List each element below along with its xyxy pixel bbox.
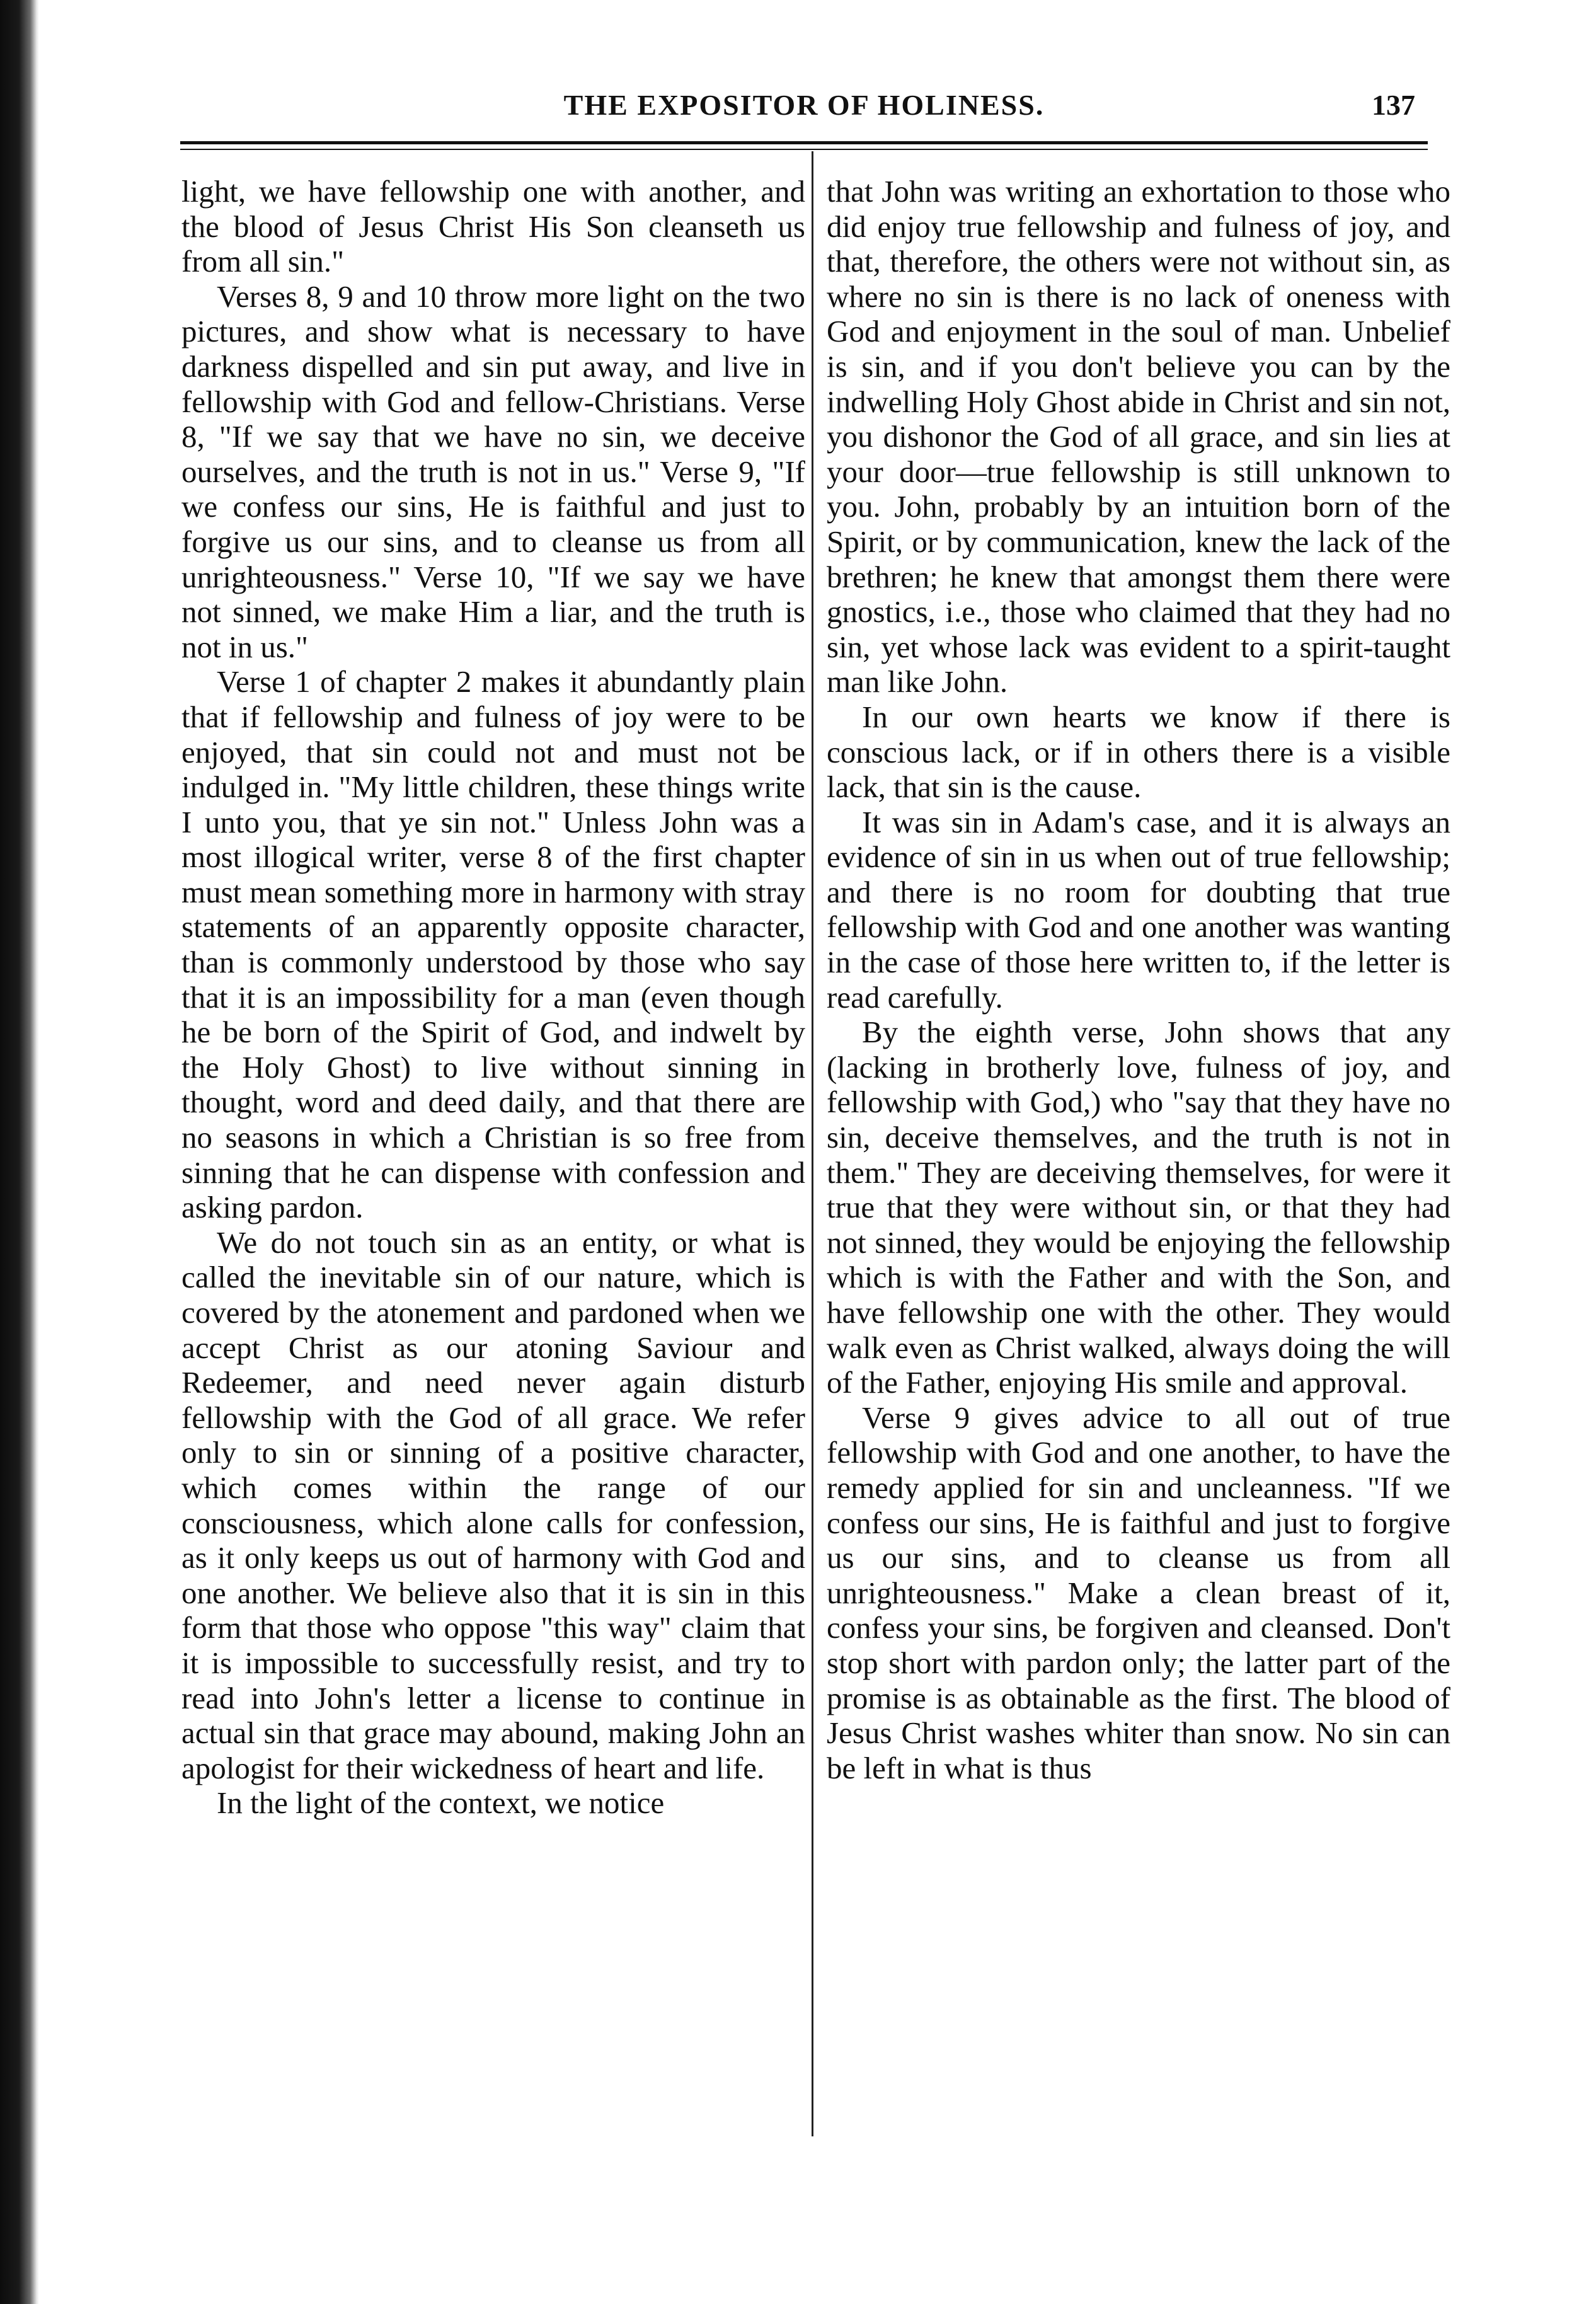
scanned-page-edge xyxy=(0,0,39,2304)
paragraph: In the light of the context, we notice xyxy=(217,1785,665,1821)
paragraph: Verses 8, 9 and 10 throw more light on the two pictures, and show what is necessary to have darkness dispelled and sin put away, and live in fellowship with God and fellow-Christians. Verse 8, "If we say that we have no sin, we deceive ourselves, and the truth is not in us." Verse 9, "If we confess our sins, He is faithful and just to forgive us our sins, and to cleanse us from all unrighteousness." Verse 10, "If we say we have not sinned, we make Him a liar, and the truth is not in us." xyxy=(181,279,805,664)
page-header xyxy=(180,88,1428,139)
paragraph: We do not touch sin as an entity, or what is called the inevitable sin of our nature, which is covered by the atonement and pardoned when we accept Christ as our atoning Saviour and Redeemer, and need never again disturb fellowship with the God of all grace. We refer only to sin or sinning of a positive character, which comes within the range of our consciousness, which alone calls for confession, as it only keeps us out of harmony with God and one another. We believe also that it is sin in this form that those who oppose "this way" claim that it is impossible to successfully resist, and try to read into John's letter a license to continue in actual sin that grace may abound, making John an apologist for their wickedness of heart and life. xyxy=(181,1224,805,1785)
paragraph: Verse 9 gives advice to all out of true fellowship with God and one another, to have the remedy applied for sin and uncleanness. "If we confess our sins, He is faithful and just to forgive us our sins, and to cleanse us from all unrighteousness." Make a clean breast of it, confess your sins, be forgiven and cleansed. Don't stop short with pardon only; the latter part of the promise is as obtainable as the first. The blood of Jesus Christ washes whiter than snow. No sin can be left in what is thus xyxy=(827,1400,1450,1785)
paragraph: Verse 1 of chapter 2 makes it abundantly plain that if fellowship and fulness of joy were to be enjoyed, that sin could not and must not be indulged in. "My little children, these things write I unto you, that ye sin not." Unless John was a most illogical writer, verse 8 of the first chapter must mean something more in harmony with stray statements of an apparently opposite character, than is commonly understood by those who say that it is an impossibility for a man (even though he be born of the Spirit of God, and indwelt by the Holy Ghost) to live without sinning in thought, word and deed daily, and that there are no seasons in which a Christian is so free from sinning that he can dispense with confession and asking pardon. xyxy=(181,664,805,1225)
header-rule-thin xyxy=(180,149,1428,150)
right-column xyxy=(827,174,1450,1785)
running-title: THE EXPOSITOR OF HOLINESS. xyxy=(563,89,1045,121)
paragraph: In our own hearts we know if there is conscious lack, or if in others there is a visible lack, that sin is the cause. xyxy=(827,699,1450,805)
paragraph: By the eighth verse, John shows that any (lacking in brotherly love, fulness of joy, and fellowship with God,) who "say that they have no sin, deceive themselves, and the truth is not in them." They are deceiving themselves, for were it true that they were without sin, or that they had not sinned, they would be enjoying the fellowship which is with the Father and with the Son, and have fellowship one with the other. They would walk even as Christ walked, always doing the will of the Father, enjoying His smile and approval. xyxy=(827,1015,1450,1400)
paragraph: light, we have fellowship one with another, and the blood of Jesus Christ His Son cleanseth us from all sin." xyxy=(181,174,805,279)
paragraph: It was sin in Adam's case, and it is always an evidence of sin in us when out of true fellowship; and there is no room for doubting that true fellowship with God and one another was wanting in the case of those here written to, if the letter is read carefully. xyxy=(827,804,1450,1015)
paragraph: that John was writing an exhortation to those who did enjoy true fellowship and fulness of joy, and that, therefore, the others were not without sin, as where no sin is there is no lack of oneness with God and enjoyment in the soul of man. Unbelief is sin, and if you don't believe you can by the indwelling Holy Ghost abide in Christ and sin not, you dishonor the God of all grace, and sin lies at your door—true fellowship is still unknown to you. John, probably by an intuition born of the Spirit, or by communication, knew the lack of the brethren; he knew that amongst them there were gnostics, i.e., those who claimed that they had no sin, yet whose lack was evident to a spirit-taught man like John. xyxy=(827,174,1450,700)
left-column xyxy=(181,174,805,1821)
column-divider xyxy=(812,151,813,2136)
page-number: 137 xyxy=(1372,89,1415,121)
header-rule-thick xyxy=(180,141,1428,144)
